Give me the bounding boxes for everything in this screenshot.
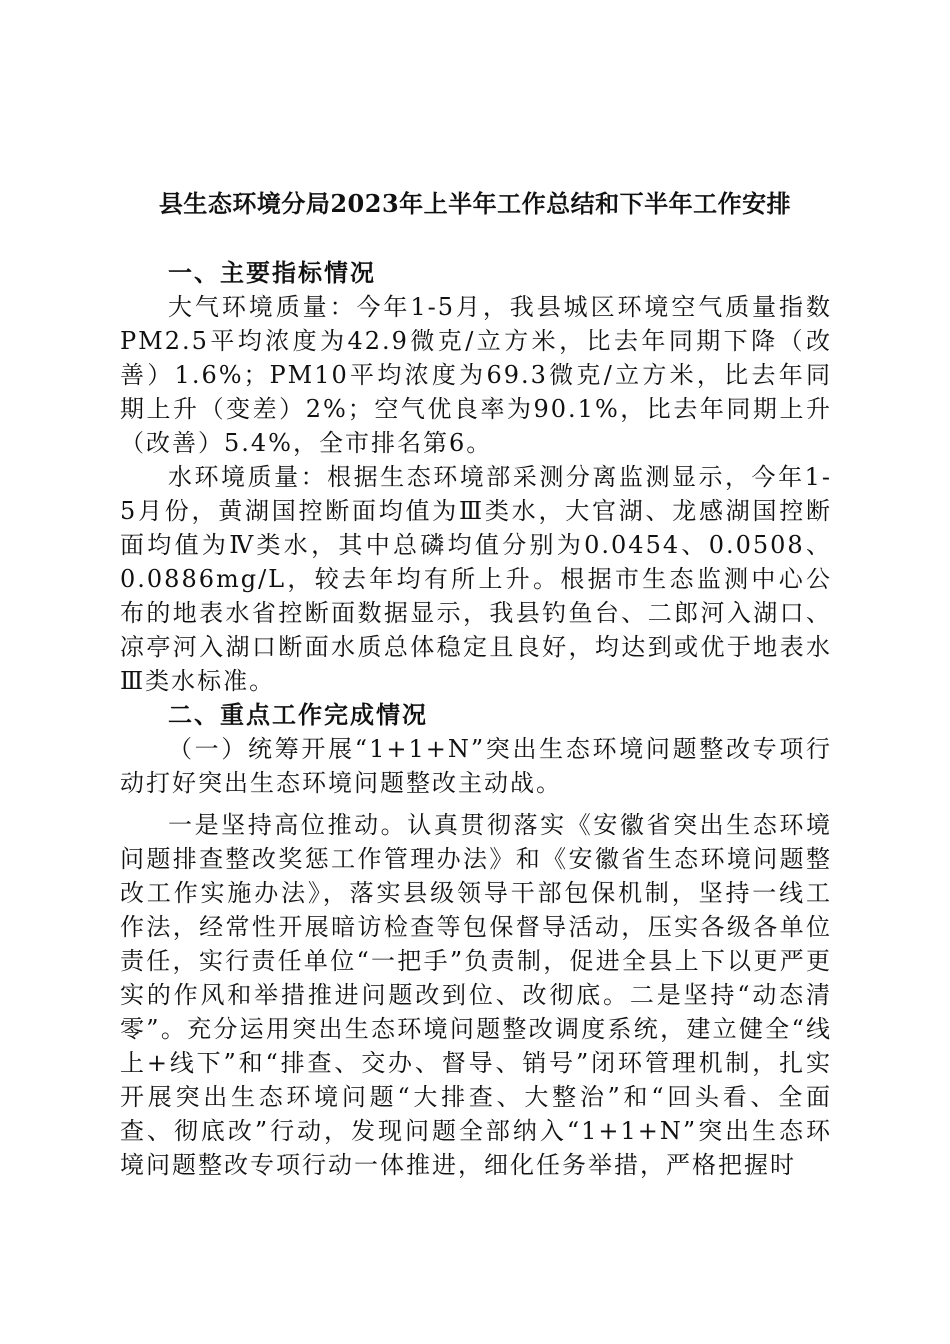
paragraph-air-quality: 大气环境质量：今年1-5月，我县城区环境空气质量指数PM2.5平均浓度为42.9微克/立方米，比去年同期下降（改善）1.6%；PM10平均浓度为69.3微克/立方米，比去年同期上升（变差）2%；空气优良率为90.1%，比去年同期上升（改善）5.4%，全市排名第6。 xyxy=(120,293,832,457)
section-heading-2: 二、重点工作完成情况 xyxy=(168,700,428,729)
paragraph-measures: 一是坚持高位推动。认真贯彻落实《安徽省突出生态环境问题排查整改奖惩工作管理办法》和《安徽省生态环境问题整改工作实施办法》，落实县级领导干部包保机制，坚持一线工作法，经常性开展暗访检查等包保督导活动，压实各级各单位责任，实行责任单位“一把手”负责制，促进全县上下以更严更实的作风和举措推进问题改到位、改彻底。二是坚持“动态清零”。充分运用突出生态环境问题整改调度系统，建立健全“线上+线下”和“排查、交办、督导、销号”闭环管理机制，扎实开展突出生态环境问题“大排查、大整治”和“回头看、全面查、彻底改”行动，发现问题全部纳入“1+1+N”突出生态环境问题整改专项行动一体推进，细化任务举措，严格把握时 xyxy=(120,811,832,1179)
document-body xyxy=(120,256,832,1182)
document-title: 县生态环境分局2023年上半年工作总结和下半年工作安排 xyxy=(158,189,792,218)
paragraph-water-quality: 水环境质量：根据生态环境部采测分离监测显示，今年1-5月份，黄湖国控断面均值为Ⅲ类水，大官湖、龙感湖国控断面均值为Ⅳ类水，其中总磷均值分别为0.0454、0.0508、0.0886mg/L，较去年均有所上升。根据市生态监测中心公布的地表水省控断面数据显示，我县钓鱼台、二郎河入湖口、凉亭河入湖口断面水质总体稳定且良好，均达到或优于地表水Ⅲ类水标准。 xyxy=(120,463,832,695)
paragraph-subsection-1: （一）统筹开展“1+1+N”突出生态环境问题整改专项行动打好突出生态环境问题整改主动战。 xyxy=(120,735,832,797)
section-heading-1: 一、主要指标情况 xyxy=(168,258,376,287)
